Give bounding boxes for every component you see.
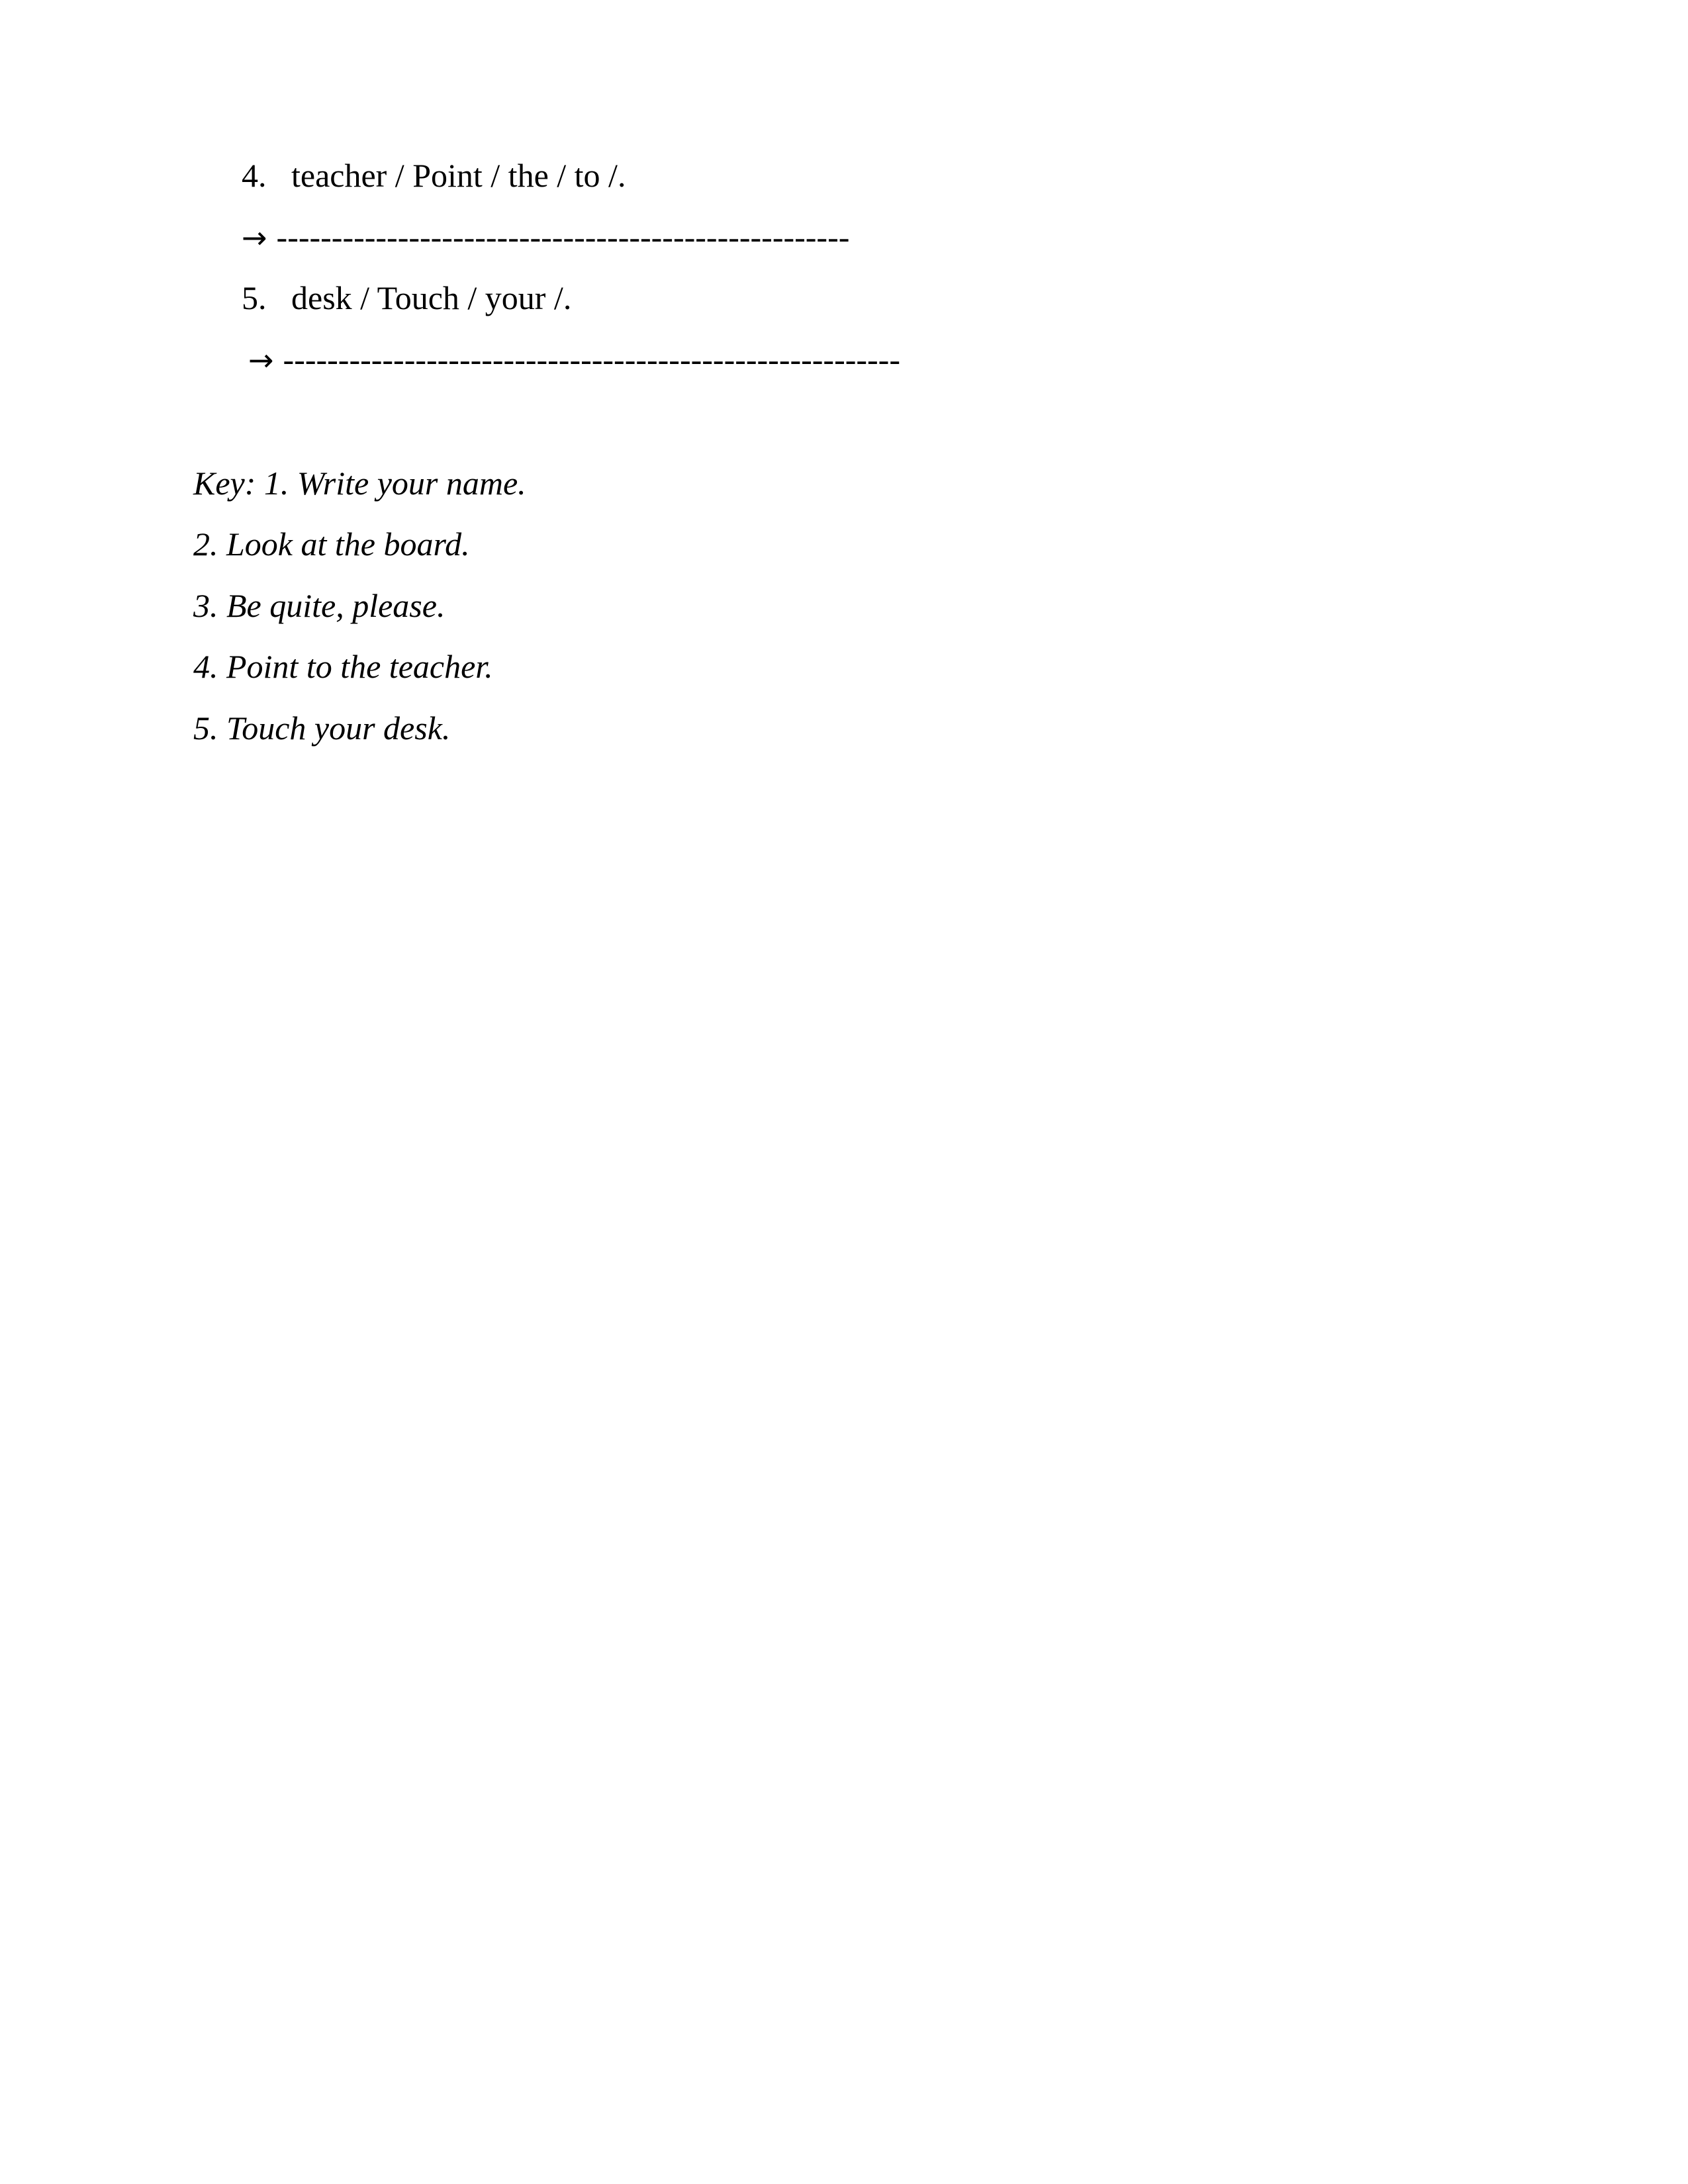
answer-key-line-3: 3. Be quite, please. xyxy=(193,587,445,624)
answer-key-line-2: 2. Look at the board. xyxy=(193,525,470,563)
item-prompt: desk / Touch / your /. xyxy=(291,279,572,316)
item-number: 4. xyxy=(242,157,267,194)
item-number: 5. xyxy=(242,279,267,316)
answer-blank: ---------------------------------------------------- xyxy=(276,218,850,255)
answer-blank: -------------------------------------------------------- xyxy=(283,341,900,378)
answer-key-line-1: Key: 1. Write your name. xyxy=(193,465,526,502)
arrow-right-icon: → xyxy=(248,342,274,378)
arrow-right-icon: → xyxy=(242,220,267,255)
answer-key-line-4: 4. Point to the teacher. xyxy=(193,648,493,685)
exercise-item-4 xyxy=(242,156,626,195)
answer-line-4 xyxy=(242,217,849,257)
item-prompt: teacher / Point / the / to /. xyxy=(291,157,626,194)
answer-line-5 xyxy=(248,340,900,380)
answer-key-line-5: 5. Touch your desk. xyxy=(193,709,451,747)
exercise-item-5 xyxy=(242,278,571,318)
